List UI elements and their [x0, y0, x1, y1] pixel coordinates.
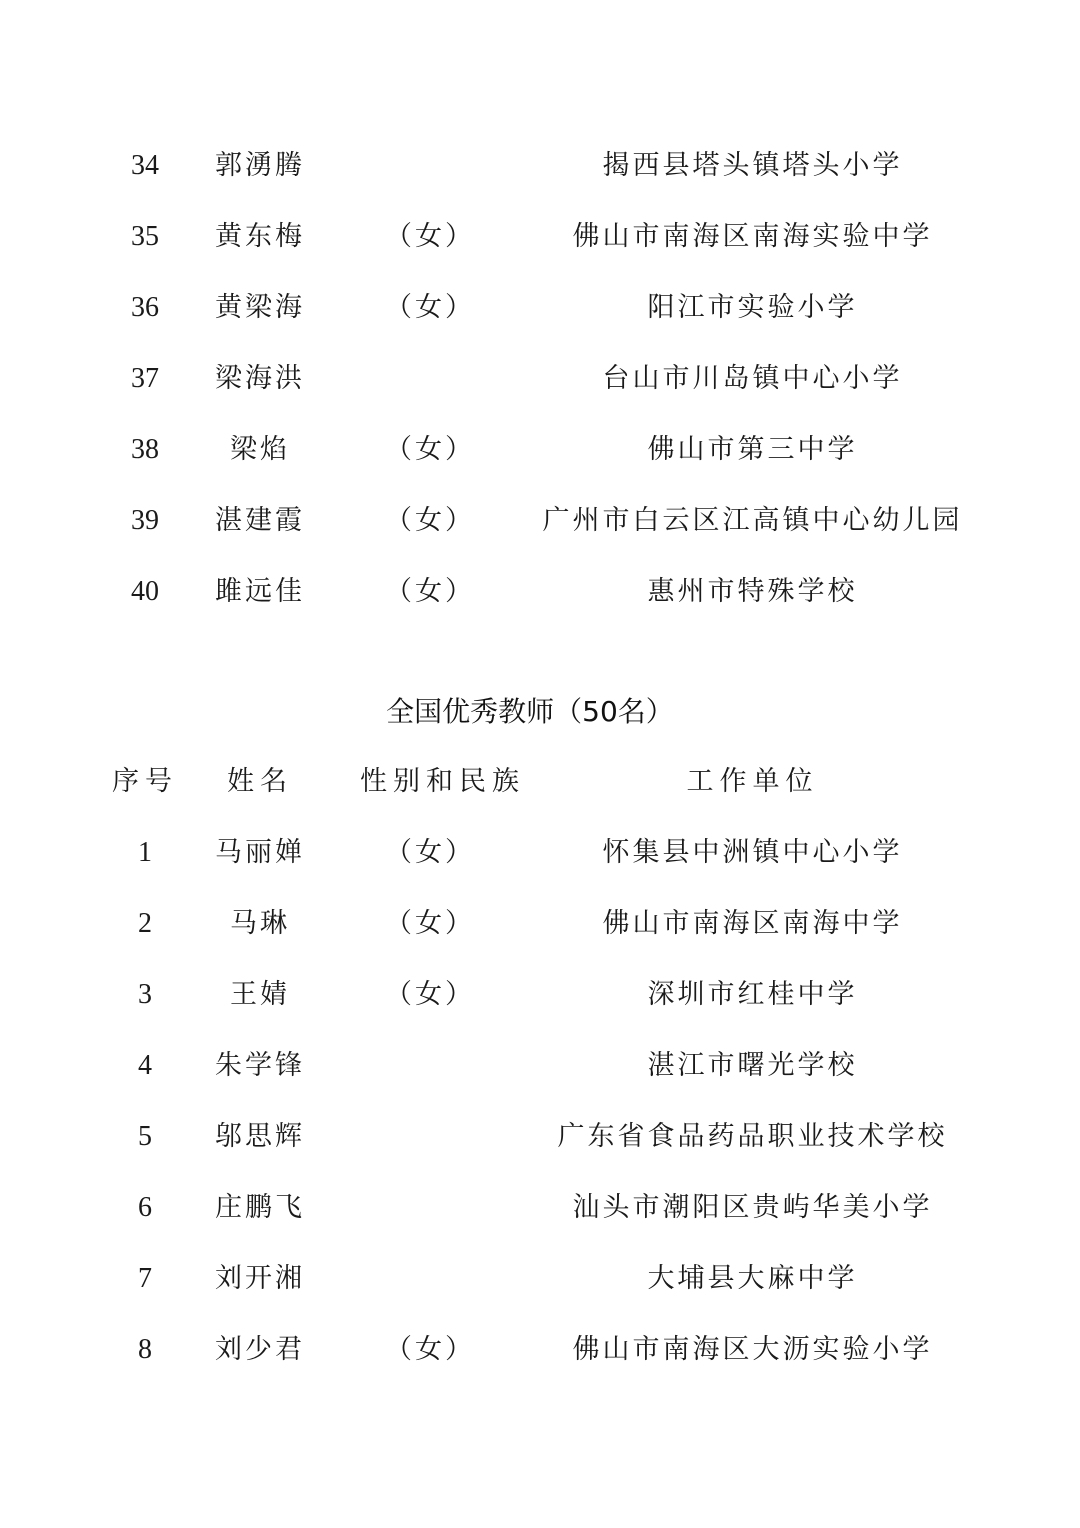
row-number: 4 [138, 1050, 152, 1081]
row-name: 黄梁海 [215, 292, 305, 323]
row-number: 8 [138, 1334, 152, 1365]
row-name: 湛建霞 [215, 505, 305, 536]
table-row [0, 833, 1080, 873]
row-number: 1 [138, 837, 152, 868]
section-title: 全国优秀教师（50名） [386, 695, 674, 728]
row-name: 梁海洪 [215, 363, 305, 394]
row-name: 马丽婵 [215, 837, 305, 868]
header-name: 姓名 [227, 766, 293, 797]
row-number: 2 [138, 908, 152, 939]
row-unit: 佛山市南海区大沥实验小学 [572, 1334, 933, 1365]
row-name: 梁焰 [230, 434, 290, 465]
row-unit: 深圳市红桂中学 [647, 979, 858, 1010]
row-name: 邬思辉 [215, 1121, 305, 1152]
row-number: 7 [138, 1263, 152, 1294]
row-name: 雎远佳 [215, 576, 305, 607]
row-sex: （女） [385, 908, 475, 939]
row-name: 郭湧腾 [215, 150, 305, 181]
table-row [0, 1117, 1080, 1157]
table-row [0, 975, 1080, 1015]
row-number: 6 [138, 1192, 152, 1223]
row-unit: 佛山市南海区南海实验中学 [572, 221, 933, 252]
row-unit: 佛山市南海区南海中学 [602, 908, 903, 939]
list-row [0, 288, 1080, 328]
header-number: 序号 [112, 766, 178, 797]
table-row [0, 904, 1080, 944]
table-header [0, 762, 1080, 802]
header-sex: 性别和民族 [360, 766, 525, 797]
row-unit: 汕头市潮阳区贵屿华美小学 [572, 1192, 933, 1223]
row-unit: 广州市白云区江高镇中心幼儿园 [542, 505, 963, 536]
list-row [0, 359, 1080, 399]
row-sex: （女） [385, 979, 475, 1010]
row-unit: 湛江市曙光学校 [647, 1050, 858, 1081]
list-row [0, 430, 1080, 470]
row-sex: （女） [385, 576, 475, 607]
row-number: 34 [131, 150, 159, 181]
list-row [0, 217, 1080, 257]
row-name: 王婧 [230, 979, 290, 1010]
row-name: 朱学锋 [215, 1050, 305, 1081]
table-row [0, 1330, 1080, 1370]
row-name: 刘少君 [215, 1334, 305, 1365]
row-unit: 怀集县中洲镇中心小学 [602, 837, 903, 868]
row-unit: 广东省食品药品职业技术学校 [557, 1121, 948, 1152]
row-sex: （女） [385, 837, 475, 868]
row-sex: （女） [385, 292, 475, 323]
table-row [0, 1188, 1080, 1228]
row-name: 黄东梅 [215, 221, 305, 252]
row-unit: 台山市川岛镇中心小学 [602, 363, 903, 394]
row-number: 5 [138, 1121, 152, 1152]
row-number: 3 [138, 979, 152, 1010]
header-unit: 工作单位 [686, 766, 819, 797]
table-row [0, 1046, 1080, 1086]
row-unit: 阳江市实验小学 [647, 292, 858, 323]
row-number: 39 [131, 505, 159, 536]
list-row [0, 501, 1080, 541]
row-name: 刘开湘 [215, 1263, 305, 1294]
row-sex: （女） [385, 221, 475, 252]
table-row [0, 1259, 1080, 1299]
row-unit: 佛山市第三中学 [647, 434, 858, 465]
row-name: 马琳 [230, 908, 290, 939]
list-row [0, 572, 1080, 612]
row-unit: 大埔县大麻中学 [647, 1263, 858, 1294]
row-sex: （女） [385, 505, 475, 536]
row-number: 38 [131, 434, 159, 465]
row-sex: （女） [385, 434, 475, 465]
row-name: 庄鹏飞 [215, 1192, 305, 1223]
row-number: 36 [131, 292, 159, 323]
row-unit: 揭西县塔头镇塔头小学 [602, 150, 903, 181]
row-number: 40 [131, 576, 159, 607]
list-row [0, 146, 1080, 186]
row-number: 35 [131, 221, 159, 252]
row-number: 37 [131, 363, 159, 394]
row-unit: 惠州市特殊学校 [647, 576, 858, 607]
row-sex: （女） [385, 1334, 475, 1365]
